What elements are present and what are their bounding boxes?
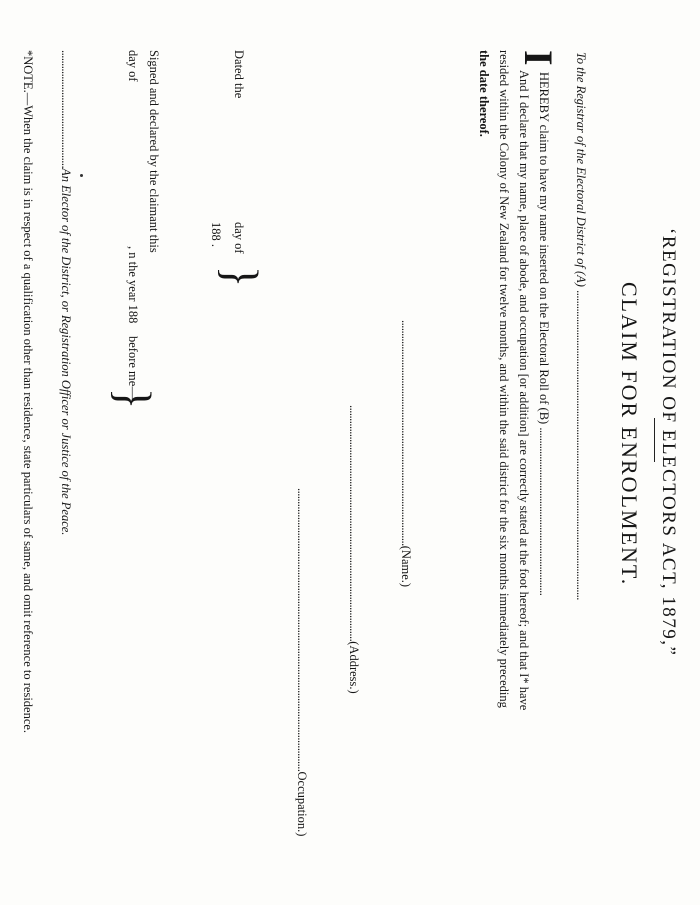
- dated-brace: }: [213, 266, 268, 288]
- witness-line: [60, 50, 73, 535]
- name-field: [400, 320, 413, 587]
- signed-line-1: Signed and declared by the claimant this: [147, 50, 161, 253]
- addressee-dots: ......................................................................................................................: [574, 290, 588, 600]
- title-rule: [654, 418, 655, 462]
- witness-text: An Elector of the District, or Registration Officer or Justice of the Peace.: [59, 168, 73, 536]
- signed-before: before me—: [126, 336, 140, 399]
- occupation-dots: ............................................................................................................: [295, 488, 309, 772]
- dropcap-i: I: [516, 50, 561, 66]
- claim-line-1: [538, 72, 551, 595]
- signed-line-2: [127, 50, 140, 82]
- claim-line-3: resided within the Colony of New Zealand for twelve months, and within the said district for the six months immediately preceding: [497, 50, 511, 708]
- address-dots: ..........................................................................................: [347, 405, 361, 642]
- signed-brace: }: [106, 388, 161, 410]
- name-label: (Name.): [399, 545, 413, 588]
- dated-year: 188 .: [209, 222, 223, 247]
- occupation-field: [296, 488, 309, 836]
- dated-label: Dated the: [232, 50, 246, 99]
- name-dots: ......................................................................................: [399, 320, 413, 546]
- addressee-prefix: To the Registrar of the Electoral District of (A): [574, 52, 588, 287]
- claim-line-1-text: HEREBY claim to have my name inserted on the Electoral Roll of (B): [537, 72, 551, 425]
- addressee-line: [575, 52, 588, 600]
- address-label: (Address.): [347, 641, 361, 694]
- claim-line-4: the date thereof.: [477, 50, 491, 137]
- ink-speck: [80, 174, 83, 177]
- claim-line-1-dots: ................................................................: [537, 427, 551, 596]
- witness-dots: .............................................: [59, 50, 73, 169]
- claim-line-2: And I declare that my name, place of abode, and occupation [or addition] are correctly stated at the foot hereof; and that I* have: [517, 70, 531, 711]
- dated-day-of: day of: [232, 222, 246, 254]
- footnote: *NOTE.—When the claim is in respect of a qualification other than residence, state particulars of same, and omit reference to residence.: [21, 50, 35, 734]
- address-field: [348, 405, 361, 694]
- signed-year: , n the year 188: [126, 246, 140, 324]
- occupation-label: Occupation.): [295, 771, 309, 837]
- signed-day-of: day of: [126, 50, 140, 82]
- form-title-act: ‘REGISTRATION OF ELECTORS ACT, 1879,”: [658, 228, 679, 657]
- form-title-claim: CLAIM FOR ENROLMENT.: [617, 282, 642, 587]
